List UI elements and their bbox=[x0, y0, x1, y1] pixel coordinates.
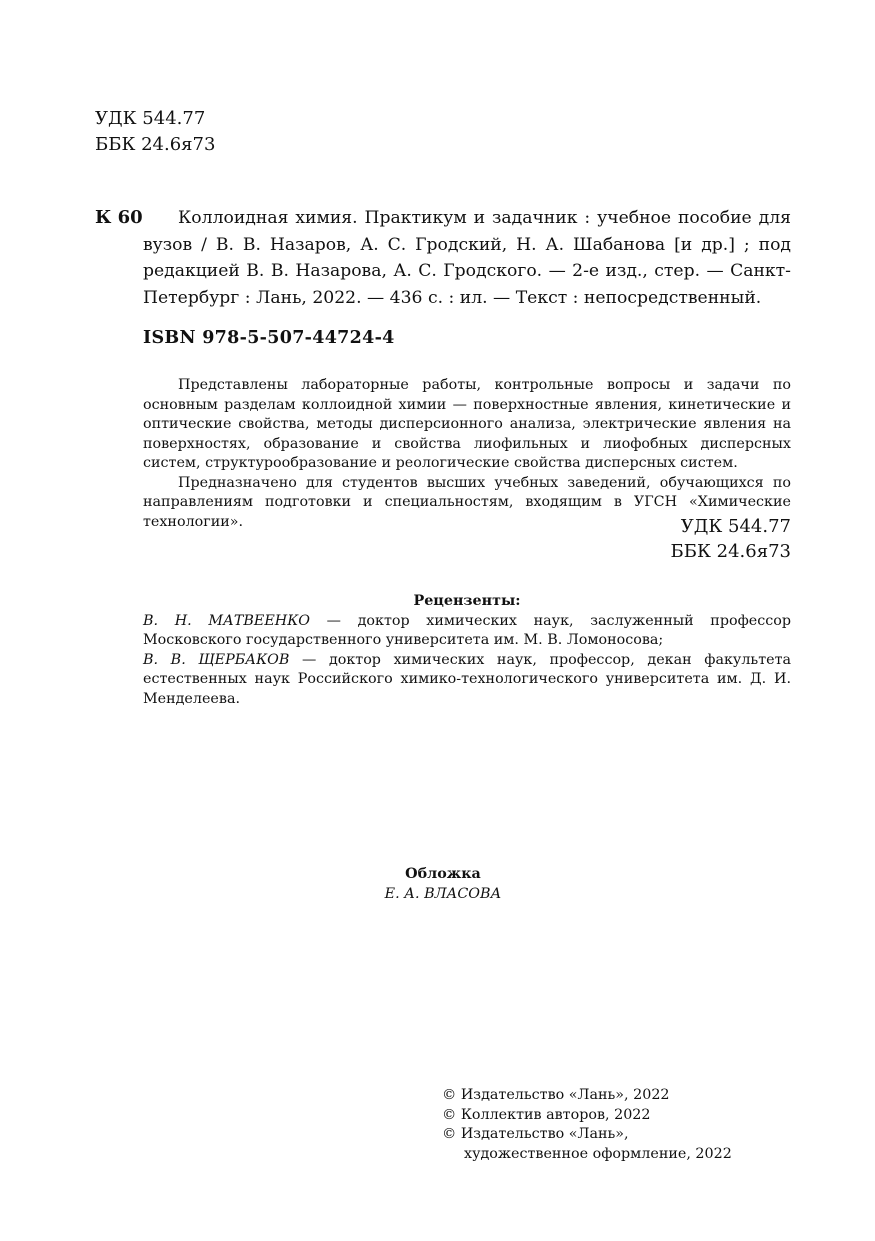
copyright-line-1: © Издательство «Лань», 2022 bbox=[442, 1087, 670, 1103]
abstract bbox=[143, 376, 791, 532]
biblio-line-2: вузов / В. В. Назаров, А. С. Гродский, Н. А. Шабанова [и др.] ; под bbox=[143, 234, 791, 255]
copyright-line-3: © Издательство «Лань», bbox=[442, 1126, 629, 1142]
bbk-code-repeat: ББК 24.6я73 bbox=[670, 541, 791, 562]
copyright-line-2: © Коллектив авторов, 2022 bbox=[442, 1106, 651, 1123]
udk-code: УДК 544.77 bbox=[95, 108, 206, 129]
reviewer-2-description: — доктор химических наук, профессор, декан факультета естественных наук Российского химико-технологического университета им. Д. И. Менделеева. bbox=[143, 651, 792, 707]
isbn: ISBN 978-5-507-44724-4 bbox=[143, 328, 395, 348]
reviewer-1-description: — доктор химических наук, заслуженный профессор Московского государственного университета им. М. В. Ломоносова; bbox=[143, 612, 791, 648]
biblio-line-1: Коллоидная химия. Практикум и задачник : учебное пособие для bbox=[178, 208, 791, 228]
reviewer-1 bbox=[143, 612, 791, 651]
reviewers-title: Рецензенты: bbox=[413, 593, 521, 609]
reviewer-1-name: В. Н. МАТВЕЕНКО bbox=[143, 612, 311, 629]
bbk-code: ББК 24.6я73 bbox=[95, 134, 216, 155]
header-classification-codes bbox=[95, 106, 215, 158]
reviewer-2-name: В. В. ЩЕРБАКОВ bbox=[143, 651, 290, 668]
bibliographic-record bbox=[143, 205, 791, 311]
cover-title: Обложка bbox=[405, 866, 481, 882]
udk-code-repeat: УДК 544.77 bbox=[680, 516, 791, 537]
cover-designer: Е. А. ВЛАСОВА bbox=[384, 885, 502, 902]
copyright-line-4: художественное оформление, 2022 bbox=[464, 1145, 732, 1162]
biblio-line-4: Петербург : Лань, 2022. — 436 с. : ил. — Текст : непосредственный. bbox=[143, 287, 762, 308]
cover-credit bbox=[143, 865, 743, 904]
abstract-paragraph-1: Представлены лабораторные работы, контрольные вопросы и задачи по основным разделам коллоидной химии — поверхностные явления, кинетические и оптические свойства, методы дисперсионного анализа, электрические явления на поверхностях, образование и свойства лиофильных и лиофобных дисперсных систем, структурообразование и реологические свойства дисперсных систем. bbox=[143, 377, 791, 471]
footer-classification-codes bbox=[560, 514, 791, 564]
author-mark: К 60 bbox=[95, 207, 143, 228]
biblio-line-3: редакцией В. В. Назарова, А. С. Гродского. — 2-е изд., стер. — Санкт- bbox=[143, 261, 791, 281]
copyright-block bbox=[442, 1086, 732, 1164]
abstract-paragraph-2: Предназначено для студентов высших учебных заведений, обучающихся по направлениям подготовки и специальностям, входящим в УГСН «Химические технологии». bbox=[143, 474, 791, 530]
reviewer-2 bbox=[143, 651, 791, 710]
reviewers-section bbox=[143, 592, 791, 709]
